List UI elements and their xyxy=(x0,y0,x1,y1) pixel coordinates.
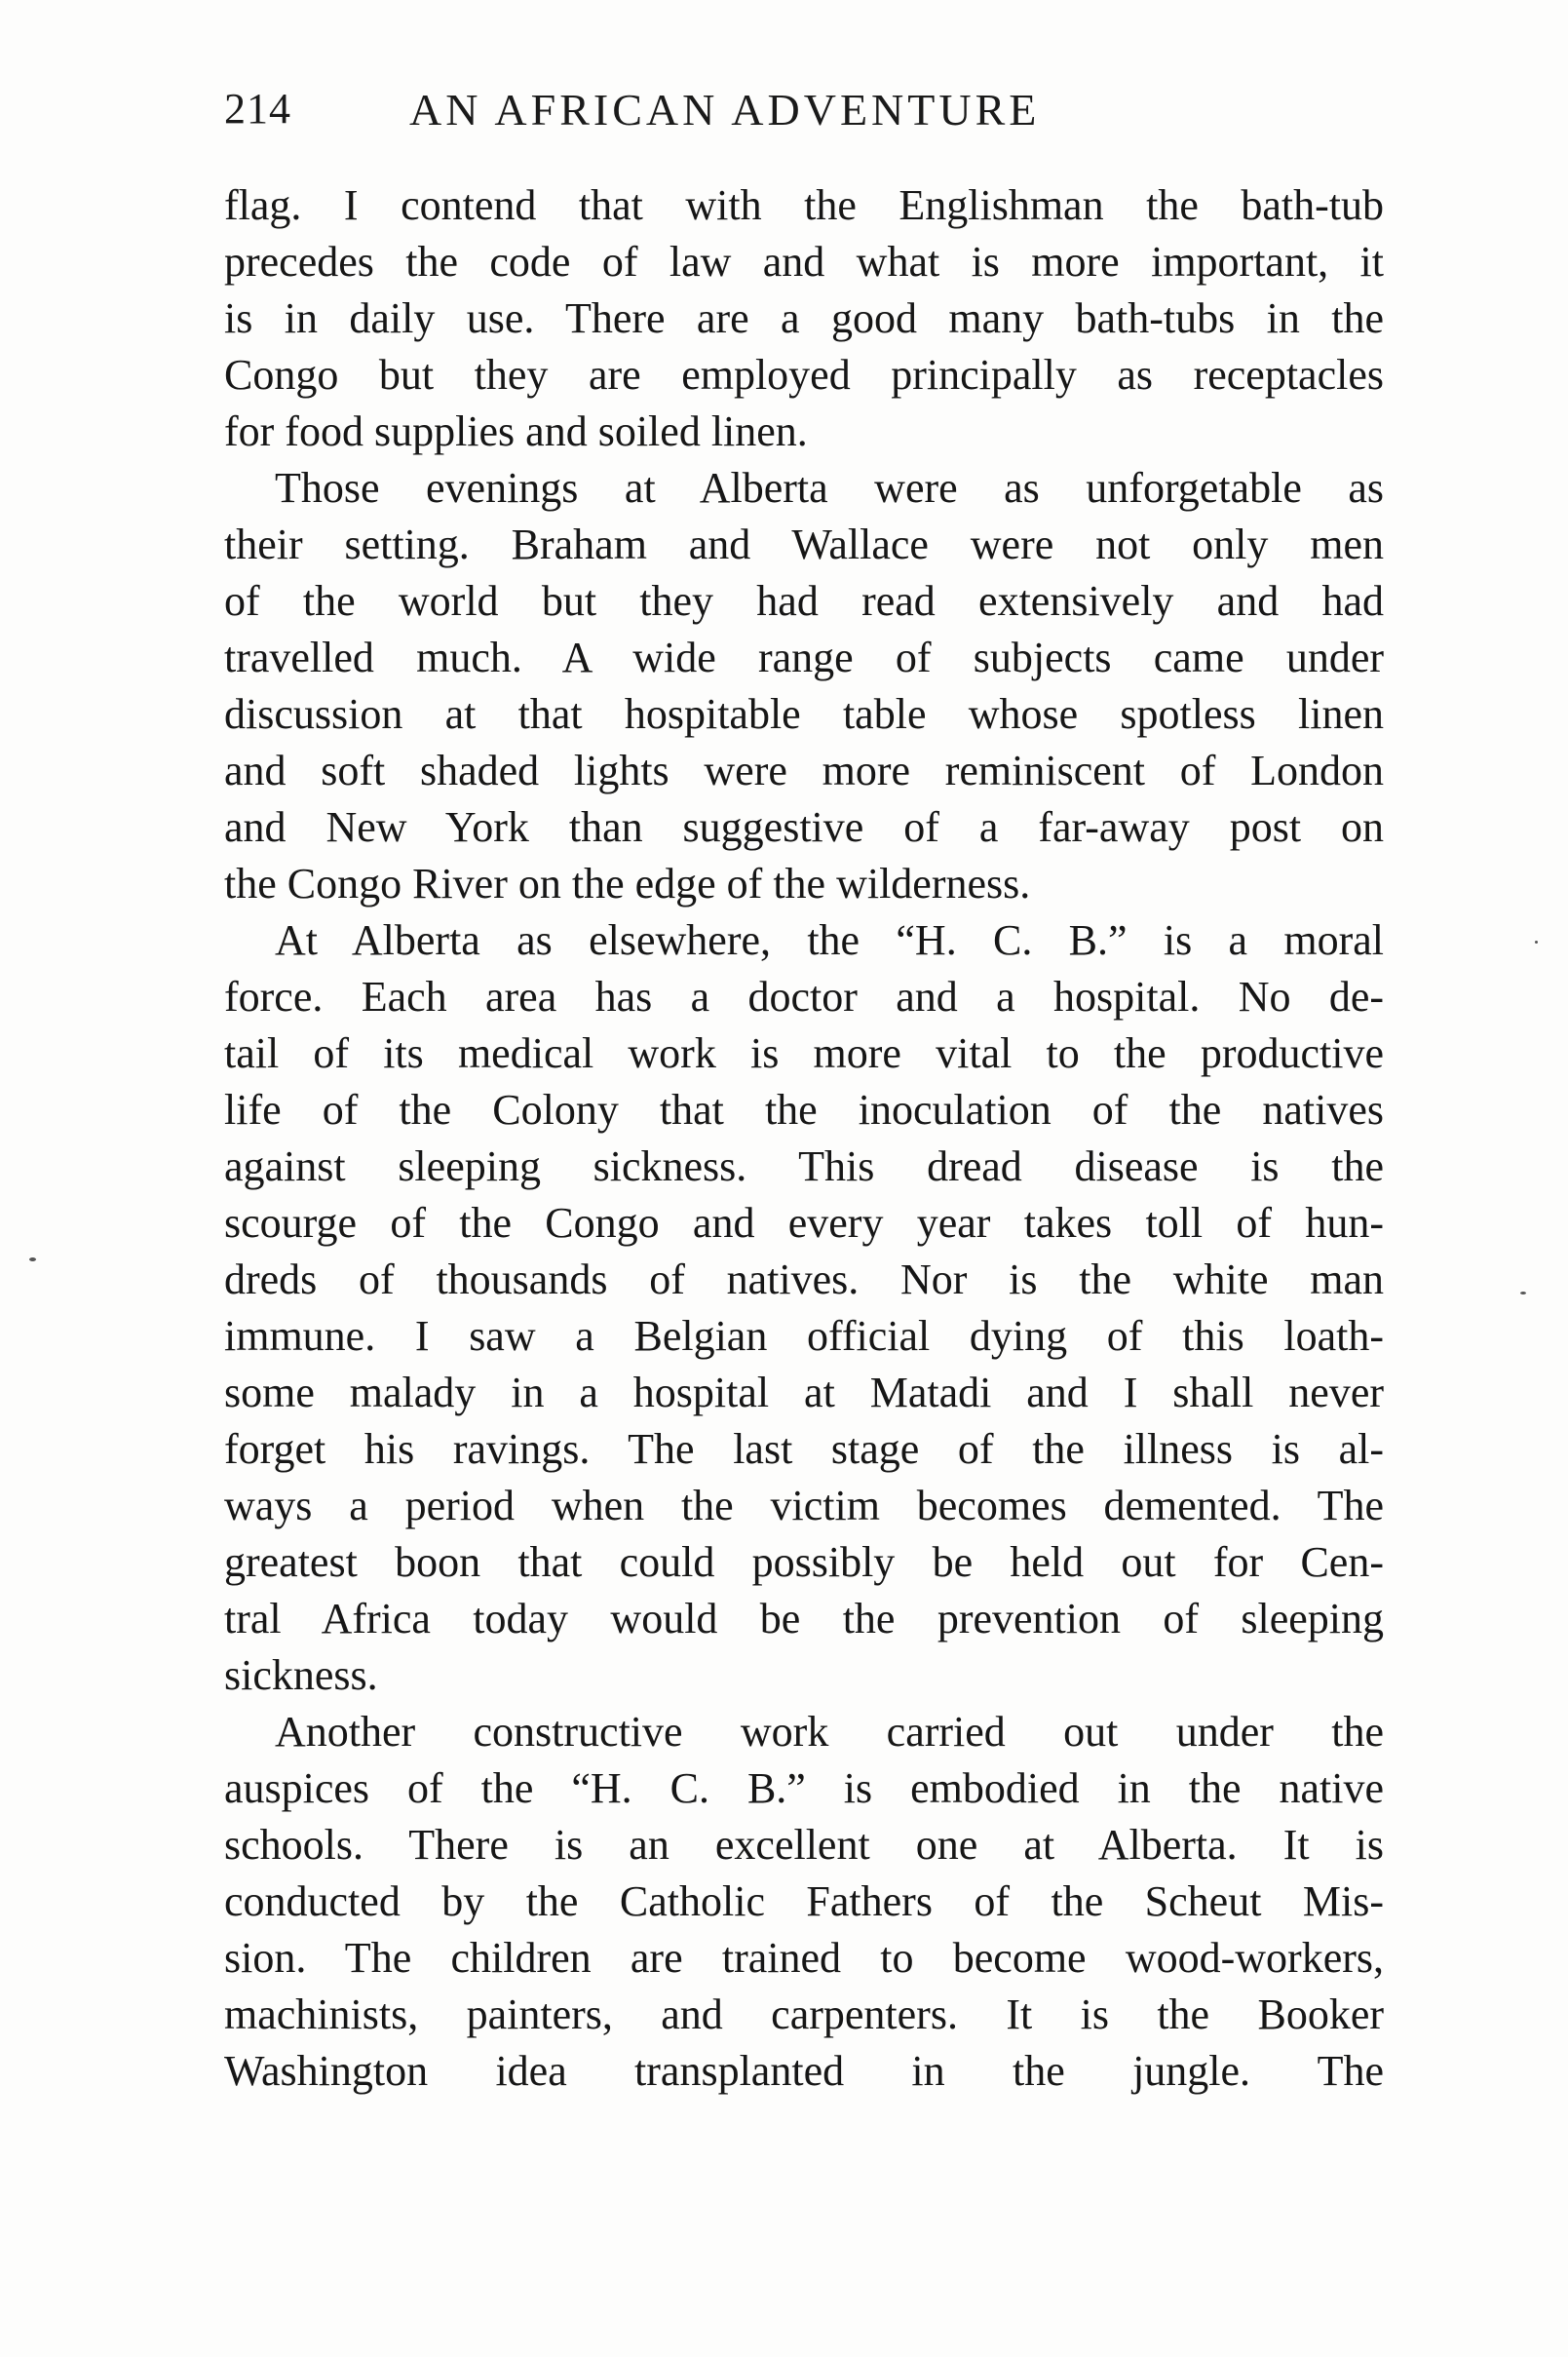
text-line: the Congo River on the edge of the wilderness. xyxy=(224,860,1031,908)
text-line: Those evenings at Alberta were as unforgetable as xyxy=(275,464,1384,512)
text-line: Washington idea transplanted in the jungle. The xyxy=(224,2047,1384,2095)
page-number: 214 xyxy=(224,85,291,133)
text-line: their setting. Braham and Wallace were not only men xyxy=(224,521,1384,568)
text-line: sickness. xyxy=(224,1651,378,1699)
text-line: dreds of thousands of natives. Nor is the white man xyxy=(224,1256,1384,1303)
text-line: and soft shaded lights were more reminiscent of London xyxy=(224,747,1384,794)
text-line: Congo but they are employed principally as receptacles xyxy=(224,351,1384,399)
text-line: greatest boon that could possibly be held out for Cen- xyxy=(224,1538,1384,1586)
text-line: of the world but they had read extensively and had xyxy=(224,577,1384,625)
scan-speck xyxy=(29,1257,36,1261)
text-line: life of the Colony that the inoculation of the natives xyxy=(224,1086,1384,1134)
text-line: schools. There is an excellent one at Alberta. It is xyxy=(224,1821,1384,1869)
text-line: flag. I contend that with the Englishman the bath-tub xyxy=(224,181,1384,229)
text-line: auspices of the “H. C. B.” is embodied in the native xyxy=(224,1764,1384,1812)
text-line: force. Each area has a doctor and a hospital. No de- xyxy=(224,973,1384,1021)
text-line: forget his ravings. The last stage of the illness is al- xyxy=(224,1425,1384,1473)
text-line: some malady in a hospital at Matadi and I shall never xyxy=(224,1369,1384,1416)
text-line: immune. I saw a Belgian official dying of this loath- xyxy=(224,1312,1384,1360)
text-line: and New York than suggestive of a far-away post on xyxy=(224,803,1384,851)
text-line: discussion at that hospitable table whose spotless linen xyxy=(224,690,1384,738)
running-title: AN AFRICAN ADVENTURE xyxy=(409,85,1041,135)
text-line: ways a period when the victim becomes demented. The xyxy=(224,1482,1384,1529)
text-line: for food supplies and soiled linen. xyxy=(224,407,808,455)
text-line: Another constructive work carried out under the xyxy=(275,1708,1384,1756)
text-line: sion. The children are trained to become wood-workers, xyxy=(224,1934,1384,1982)
text-line: precedes the code of law and what is more important, it xyxy=(224,238,1384,286)
text-line: scourge of the Congo and every year takes toll of hun- xyxy=(224,1199,1384,1247)
body-text xyxy=(224,177,1384,2100)
text-line: At Alberta as elsewhere, the “H. C. B.” is a moral xyxy=(275,916,1384,964)
running-header xyxy=(224,84,1247,152)
scan-speck xyxy=(1535,941,1538,944)
text-line: travelled much. A wide range of subjects came under xyxy=(224,634,1384,681)
text-line: conducted by the Catholic Fathers of the Scheut Mis- xyxy=(224,1877,1384,1925)
text-line: is in daily use. There are a good many bath-tubs in the xyxy=(224,294,1384,342)
text-line: tail of its medical work is more vital to the productive xyxy=(224,1029,1384,1077)
scan-speck xyxy=(1520,1292,1526,1294)
text-line: machinists, painters, and carpenters. It is the Booker xyxy=(224,1990,1384,2038)
text-line: tral Africa today would be the prevention of sleeping xyxy=(224,1595,1384,1642)
text-line: against sleeping sickness. This dread disease is the xyxy=(224,1142,1384,1190)
